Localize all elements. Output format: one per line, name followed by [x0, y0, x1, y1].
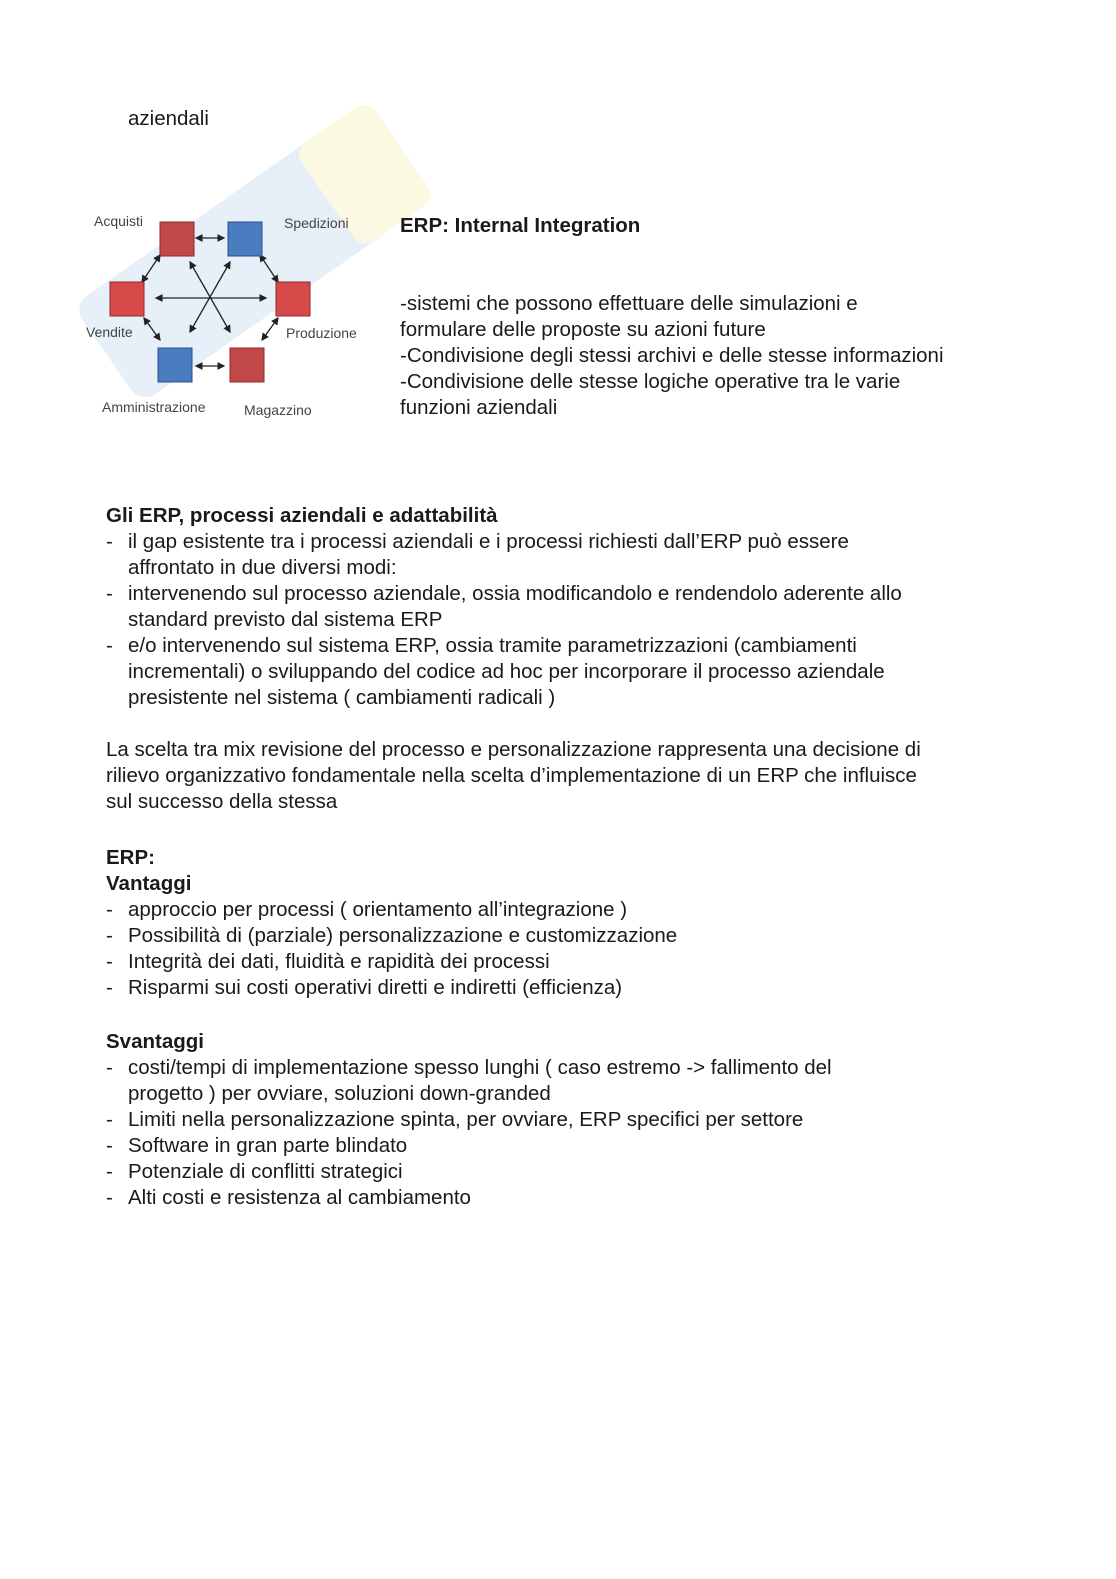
box-acquisti — [160, 222, 194, 256]
integration-title: ERP: Internal Integration — [400, 214, 641, 237]
list-item: - il gap esistente tra i processi aziendali e i processi richiesti dall’ERP può essere affrontato in due diversi modi: — [106, 529, 902, 581]
svantaggi-list — [106, 1055, 832, 1211]
label-produzione: Produzione — [286, 325, 357, 341]
list-item: - approccio per processi ( orientamento all’integrazione ) — [106, 897, 677, 923]
list-item: - Software in gran parte blindato — [106, 1133, 832, 1159]
list-item: - Risparmi sui costi operativi diretti e indiretti (efficienza) — [106, 975, 677, 1001]
list-item: - e/o intervenendo sul sistema ERP, ossia tramite parametrizzazioni (cambiamenti incrementali) o sviluppando del codice ad hoc per incorporare il processo aziendale presistente nel sistema ( cambiamenti radicali ) — [106, 633, 902, 711]
label-amministrazione: Amministrazione — [102, 399, 206, 415]
integration-line: -sistemi che possono effettuare delle simulazioni e — [400, 292, 858, 315]
diagram-arrows — [142, 238, 278, 366]
list-item: - Possibilità di (parziale) personalizzazione e customizzazione — [106, 923, 677, 949]
integration-line: -Condivisione delle stesse logiche operative tra le varie — [400, 370, 901, 393]
label-spedizioni: Spedizioni — [284, 215, 349, 231]
integration-line: formulare delle proposte su azioni future — [400, 318, 766, 341]
svantaggi-title: Svantaggi — [106, 1030, 204, 1053]
integration-line: funzioni aziendali — [400, 396, 558, 419]
label-vendite: Vendite — [86, 324, 133, 340]
top-fragment: aziendali — [128, 107, 209, 130]
list-item: - Potenziale di conflitti strategici — [106, 1159, 832, 1185]
integration-line: -Condivisione degli stessi archivi e delle stesse informazioni — [400, 344, 944, 367]
label-acquisti: Acquisti — [94, 213, 144, 229]
box-vendite — [110, 282, 144, 316]
section1-list — [106, 529, 902, 711]
vantaggi-list — [106, 897, 677, 1001]
section1-title: Gli ERP, processi aziendali e adattabilità — [106, 504, 498, 527]
list-item: - Integrità dei dati, fluidità e rapidità dei processi — [106, 949, 677, 975]
box-magazzino — [230, 348, 264, 382]
choice-paragraph: La scelta tra mix revisione del processo e personalizzazione rappresenta una decisione di rilievo organizzativo fondamentale nella scelta d’implementazione di un ERP che influisce sul successo della stessa — [106, 738, 921, 813]
box-spedizioni — [228, 222, 262, 256]
vantaggi-title: Vantaggi — [106, 872, 192, 895]
box-produzione — [276, 282, 310, 316]
label-magazzino: Magazzino — [244, 402, 312, 418]
box-amministrazione — [158, 348, 192, 382]
erp-heading: ERP: — [106, 846, 155, 869]
erp-integration-diagram — [80, 200, 380, 430]
list-item: - costi/tempi di implementazione spesso lunghi ( caso estremo -> fallimento del progetto ) per ovviare, soluzioni down-granded — [106, 1055, 832, 1107]
list-item: - Alti costi e resistenza al cambiamento — [106, 1185, 832, 1211]
list-item: - intervenendo sul processo aziendale, ossia modificandolo e rendendolo aderente allo standard previsto dal sistema ERP — [106, 581, 902, 633]
list-item: - Limiti nella personalizzazione spinta, per ovviare, ERP specifici per settore — [106, 1107, 832, 1133]
